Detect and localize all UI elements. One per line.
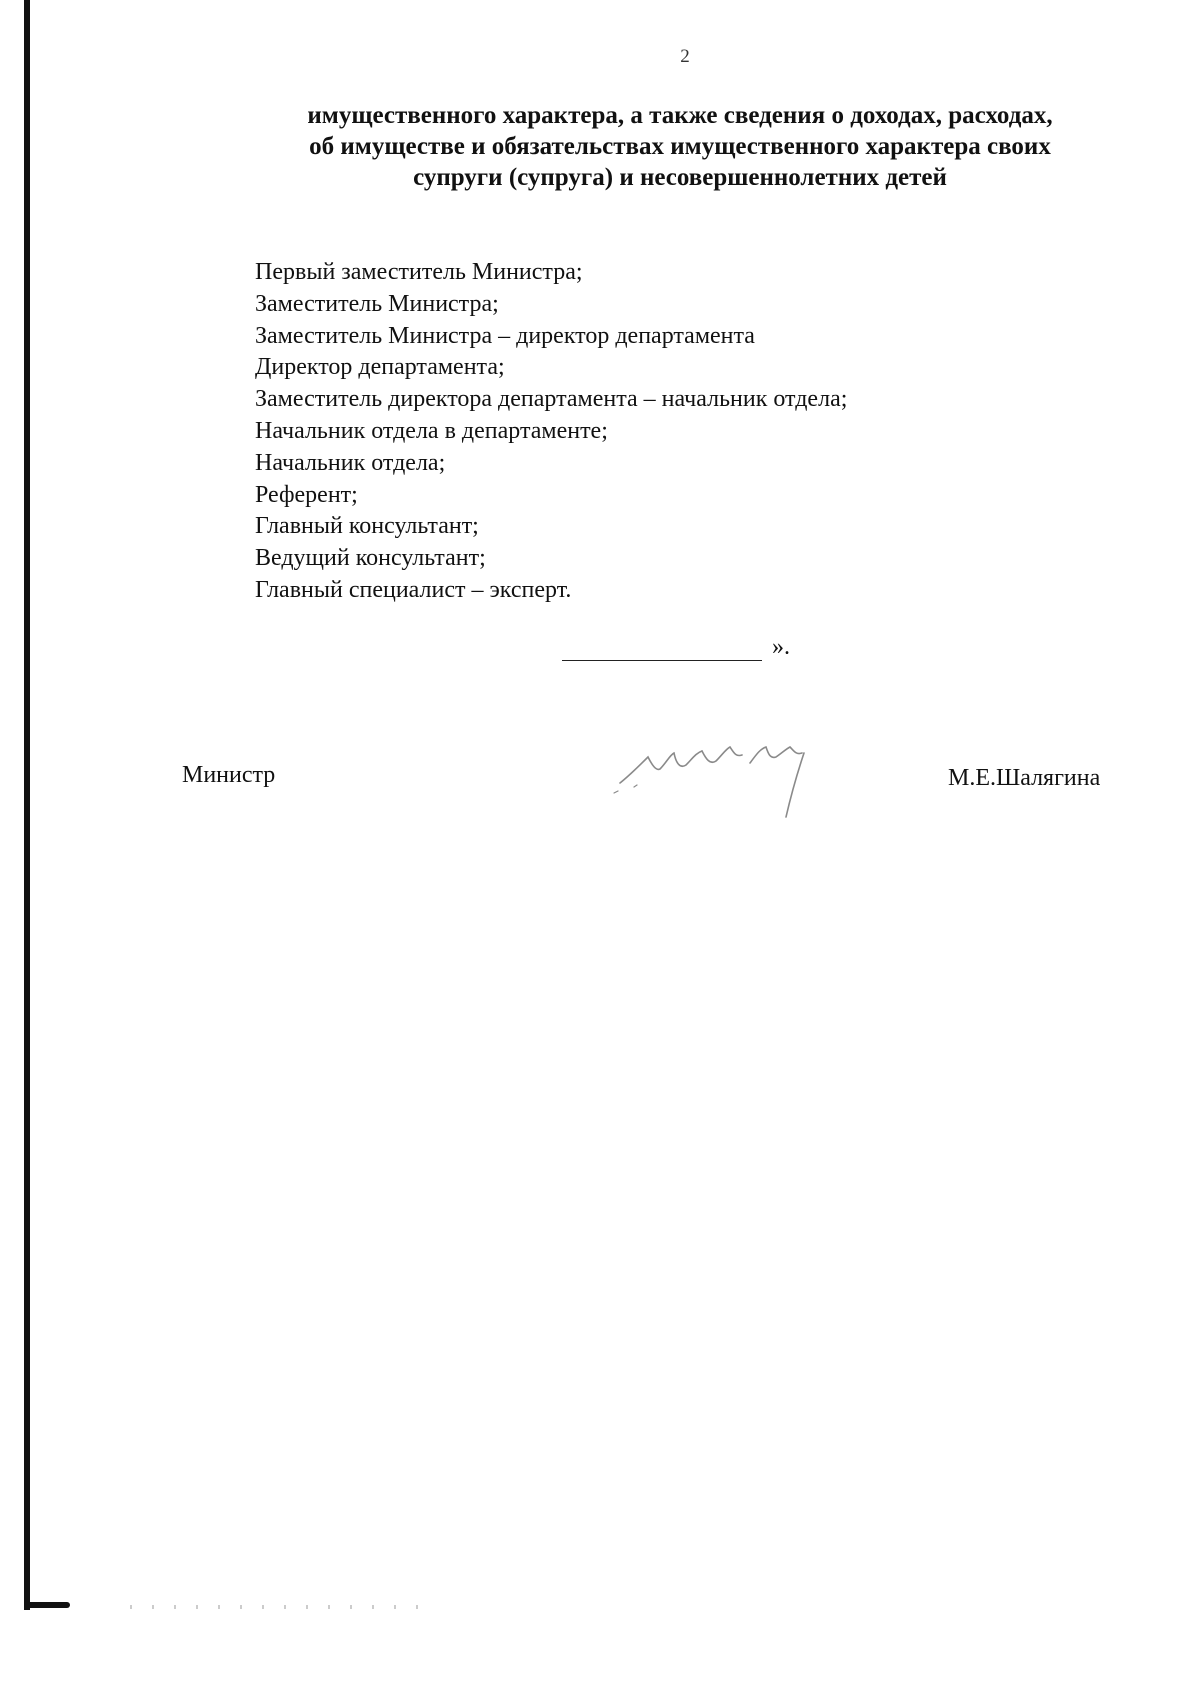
position-item: Главный консультант; xyxy=(255,513,479,540)
signatory-name: М.Е.Шалягина xyxy=(948,765,1101,791)
position-item: Заместитель директора департамента – начальник отдела; xyxy=(255,386,848,413)
closing-rule xyxy=(562,642,762,661)
closing-quote: ». xyxy=(772,634,790,660)
heading-line: об имуществе и обязательствах имущественного характера своих xyxy=(309,133,1051,160)
position-item: Заместитель Министра; xyxy=(255,290,499,317)
position-item: Заместитель Министра – директор департамента xyxy=(255,322,755,349)
page-number: 2 xyxy=(680,46,690,67)
scan-noise xyxy=(130,1605,430,1609)
heading-line: супруги (супруга) и несовершеннолетних детей xyxy=(413,164,947,191)
scan-edge-line xyxy=(24,0,30,1610)
section-heading xyxy=(240,100,1120,193)
position-item: Референт; xyxy=(255,481,358,508)
position-item: Начальник отдела; xyxy=(255,449,446,476)
position-item: Первый заместитель Министра; xyxy=(255,259,583,285)
signatory-title: Министр xyxy=(182,762,276,788)
position-item: Начальник отдела в департаменте; xyxy=(255,417,608,444)
closing-line xyxy=(562,634,790,661)
handwritten-signature xyxy=(610,735,830,835)
position-item: Ведущий консультант; xyxy=(255,545,486,572)
positions-list xyxy=(255,257,847,607)
scan-edge-foot xyxy=(24,1602,70,1608)
position-item: Директор департамента; xyxy=(255,354,505,381)
heading-line: имущественного характера, а также сведения о доходах, расходах, xyxy=(307,102,1053,129)
position-item: Главный специалист – эксперт. xyxy=(255,576,572,603)
